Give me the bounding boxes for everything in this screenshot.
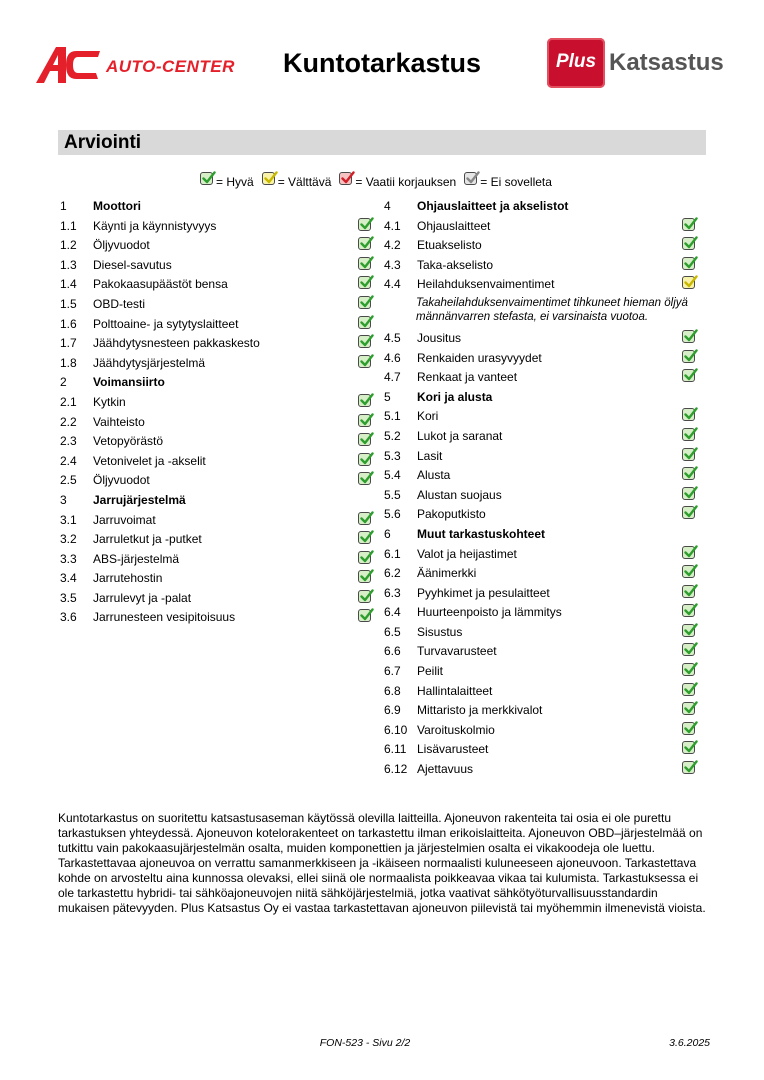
status-good-check-icon [358,453,371,466]
status-good-check-icon [358,335,371,348]
inspection-row [60,568,375,588]
inspection-row [384,641,699,661]
row-number: 4.2 [384,238,401,253]
status-good-check-icon [682,330,695,343]
row-number: 6.12 [384,762,408,777]
category-label: Ohjauslaitteet ja akselistot [417,199,569,213]
page-code: FON-523 - Sivu 2/2 [319,1037,411,1049]
legend-label: = Välttävä [277,174,332,189]
status-good-check-icon [682,506,695,519]
status-good-check-icon [682,683,695,696]
status-good-check-icon [682,624,695,637]
row-number: 4 [384,199,391,213]
row-number: 3.1 [60,512,77,527]
row-number: 6.4 [384,605,401,620]
inspection-row [384,328,699,348]
row-number: 2 [60,375,67,390]
item-label: Renkaiden urasyvyydet [417,350,542,365]
status-good-check-icon [682,408,695,421]
status-good-check-icon [358,414,371,427]
item-label: Varoituskolmio [417,722,495,737]
category-label: Voimansiirto [93,375,165,390]
row-number: 6.10 [384,722,408,737]
row-number: 6.3 [384,585,401,600]
item-label: Ohjauslaitteet [417,218,491,233]
inspection-row [60,353,375,373]
item-label: Vetopyörästö [93,434,164,449]
item-label: Lisävarusteet [417,742,489,757]
inspection-row [384,406,699,426]
plus-badge-text: Plus [555,51,597,72]
row-number: 2.5 [60,473,77,488]
row-number: 4.1 [384,218,401,233]
section-title: Arviointi [64,132,142,153]
category-row [384,387,699,407]
status-good-check-icon [682,487,695,500]
row-number: 1 [60,199,67,213]
status-good-check-icon [682,448,695,461]
item-label: Huurteenpoisto ja lämmitys [417,605,562,620]
inspection-row [384,465,699,485]
status-good-check-icon [682,702,695,715]
status-good-check-icon [358,257,371,270]
category-row [60,372,375,392]
status-warn-check-icon [682,276,695,289]
row-number: 4.5 [384,330,401,345]
item-label: Ajettavuus [417,762,474,777]
item-label: Öljyvuodot [93,473,150,488]
row-number: 1.3 [60,257,77,272]
legend-item-bad [339,172,464,189]
row-number: 6.2 [384,566,401,581]
page-header [0,0,764,110]
row-number: 4.7 [384,370,401,385]
row-number: 4.4 [384,277,401,292]
row-number: 6.1 [384,546,401,561]
status-good-check-icon [682,741,695,754]
row-number: 2.4 [60,453,77,468]
category-row [60,196,375,216]
inspection-row [60,255,375,275]
inspection-row [384,739,699,759]
item-label: Polttoaine- ja sytytyslaitteet [93,316,239,331]
row-number: 6.5 [384,624,401,639]
item-label: Alusta [417,468,451,483]
item-label: Mittaristo ja merkkivalot [417,703,543,718]
inspection-row [384,622,699,642]
row-number: 6.7 [384,664,401,679]
section-header [58,130,706,155]
legend-label: = Vaatii korjauksen [355,174,457,189]
katsastus-logo-text: Katsastus [609,49,724,76]
row-number: 1.5 [60,296,77,311]
status-good-check-icon [358,433,371,446]
status-good-check-icon [358,355,371,368]
row-number: 3.3 [60,551,77,566]
right-column [384,196,699,779]
inspection-row [384,602,699,622]
row-number: 5.2 [384,428,401,443]
status-good-check-icon [682,585,695,598]
row-number: 1.8 [60,355,77,370]
row-number: 3.6 [60,610,77,625]
row-number: 4.3 [384,257,401,272]
status-good-check-icon [682,546,695,559]
inspection-row [384,348,699,368]
row-number: 3.5 [60,590,77,605]
item-label: ABS-järjestelmä [93,551,180,566]
document-title: Kuntotarkastus [282,48,482,78]
inspection-row [384,563,699,583]
inspection-row [60,510,375,530]
inspection-row [60,529,375,549]
status-good-check-icon [358,296,371,309]
item-label: Jarruvoimat [93,512,156,527]
status-good-check-icon [682,350,695,363]
row-number: 5 [384,389,391,404]
status-good-check-icon [358,237,371,250]
item-label: Jousitus [417,330,462,345]
status-good-check-icon [358,218,371,231]
status-good-check-icon [358,394,371,407]
auto-center-logo-text: AUTO-CENTER [106,57,235,76]
row-number: 5.5 [384,487,401,502]
item-label: Valot ja heijastimet [417,546,517,561]
inspection-row [384,235,699,255]
status-good-check-icon [358,472,371,485]
row-number: 5.4 [384,468,401,483]
item-label: OBD-testi [93,296,146,311]
inspection-row [60,314,375,334]
inspection-row [60,392,375,412]
row-number: 3 [60,492,67,507]
item-label: Diesel-savutus [93,257,172,272]
inspection-row [60,451,375,471]
auto-center-logo-mark [36,45,102,85]
inspection-row [384,367,699,387]
inspection-row [60,607,375,627]
inspection-row [60,216,375,236]
inspection-row [60,235,375,255]
row-number: 4.6 [384,350,401,365]
item-label: Öljyvuodot [93,238,150,253]
inspection-row [60,274,375,294]
status-legend [200,172,620,190]
legend-label: = Hyvä [216,174,254,189]
page-date: 3.6.2025 [669,1037,710,1049]
left-column [60,196,375,627]
item-label: Lukot ja saranat [417,428,503,443]
row-number: 3.2 [60,532,77,547]
inspection-row [384,255,699,275]
item-label: Renkaat ja vanteet [417,370,518,385]
legend-bad-check-icon [339,172,352,185]
inspection-row [60,588,375,608]
item-label: Sisustus [417,624,463,639]
row-number: 2.1 [60,394,77,409]
status-good-check-icon [682,604,695,617]
inspection-row [384,720,699,740]
row-number: 6.11 [384,742,407,757]
legend-item-na [464,172,560,189]
disclaimer-text: Kuntotarkastus on suoritettu katsastusaseman käytössä olevilla laitteilla. Ajoneuvon rakenteita tai osia ei ole purettu tarkastuksen yhteydessä. Ajoneuvon kotelorakenteet on tarkastettu ilman erikoislaitteita. Ajoneuvon OBD–järjestelmää on tutkittu vain pakokaasujärjestelmän osalta, muiden komponettien ja järjestelmien osalta ei vikakoodeja ole luettu. Tarkastettavaa ajoneuvoa on verrattu samanmerkkiseen ja -ikäiseen normaalisti kuluneeseen ajoneuvoon. Tarkastettava kohde on arvosteltu aina kunnossa olevaksi, ellei siinä ole normaalista poikkeavaa vikaa tai kulumista. Tarkastuksessa ei ole tarkastettu hybridi- tai sähköajoneuvojen niitä sähköjärjestelmiä, jotka vaativat sähkötyöturvallisuusstandardin mukaisen pätevyyden. Plus Katsastus Oy ei vastaa tarkastettavan ajoneuvon piilevistä tai myöhemmin ilmenevistä vioista. [58,811,706,915]
legend-label: = Ei sovelleta [480,174,552,189]
row-number: 3.4 [60,571,77,586]
row-number: 6.9 [384,703,401,718]
category-label: Muut tarkastuskohteet [417,526,546,541]
item-label: Pyyhkimet ja pesulaitteet [417,585,550,600]
status-good-check-icon [682,565,695,578]
status-good-check-icon [358,609,371,622]
inspection-note: Takaheilahduksenvaimentimet tihkuneet hieman öljyä männänvarren stefasta, ei varsinaista vuotoa. [416,296,688,324]
row-number: 5.1 [384,409,401,424]
item-label: Kori [417,409,439,424]
inspection-row [384,583,699,603]
inspection-row [384,661,699,681]
auto-center-logo [36,45,235,85]
row-number: 1.6 [60,316,77,331]
category-row [60,490,375,510]
status-good-check-icon [682,218,695,231]
legend-warn-check-icon [262,172,275,185]
row-number: 1.1 [60,218,77,233]
item-label: Jarrulevyt ja -palat [93,590,192,605]
status-good-check-icon [358,276,371,289]
row-number: 1.4 [60,277,77,292]
inspection-row [60,549,375,569]
item-label: Peilit [417,664,444,679]
status-good-check-icon [358,551,371,564]
inspection-row [384,700,699,720]
status-good-check-icon [682,643,695,656]
row-number: 6 [384,526,391,541]
legend-item-warn [262,172,340,189]
row-number: 5.6 [384,507,401,522]
item-label: Äänimerkki [417,566,477,581]
status-good-check-icon [682,761,695,774]
status-good-check-icon [682,237,695,250]
status-good-check-icon [358,590,371,603]
inspection-row [384,446,699,466]
plus-badge [547,38,605,88]
row-number: 5.3 [384,448,401,463]
inspection-row [60,294,375,314]
category-row [384,524,699,544]
row-number: 2.3 [60,434,77,449]
item-label: Jarruletkut ja -putket [93,532,202,547]
inspection-row [384,681,699,701]
row-number: 1.7 [60,336,77,351]
item-label: Etuakselisto [417,238,482,253]
row-number: 6.8 [384,683,401,698]
inspection-row [384,274,699,294]
inspection-row [384,216,699,236]
plus-katsastus-logo [547,38,729,88]
row-number: 1.2 [60,238,77,253]
inspection-row [60,470,375,490]
item-label: Vaihteisto [93,414,145,429]
item-label: Hallintalaitteet [417,683,493,698]
category-label: Moottori [93,199,141,213]
item-label: Turvavarusteet [417,644,497,659]
inspection-row [384,504,699,524]
inspection-row [60,431,375,451]
inspection-row [384,759,699,779]
item-label: Taka-akselisto [417,257,494,272]
item-label: Lasit [417,448,443,463]
item-label: Jäähdytysjärjestelmä [93,355,206,370]
inspection-row [384,544,699,564]
status-good-check-icon [682,369,695,382]
row-number: 6.6 [384,644,401,659]
item-label: Pakoputkisto [417,507,486,522]
item-label: Heilahduksenvaimentimet [417,277,555,292]
status-good-check-icon [682,467,695,480]
status-good-check-icon [682,722,695,735]
status-good-check-icon [358,570,371,583]
item-label: Jarrunesteen vesipitoisuus [93,610,236,625]
status-good-check-icon [358,316,371,329]
item-label: Jarrutehostin [93,571,163,586]
status-good-check-icon [682,663,695,676]
status-good-check-icon [358,512,371,525]
inspection-row [60,412,375,432]
inspection-row [384,485,699,505]
inspection-row [384,426,699,446]
status-good-check-icon [682,428,695,441]
legend-item-good [200,172,262,189]
legend-na-check-icon [464,172,477,185]
item-label: Jäähdytysnesteen pakkaskesto [93,336,260,351]
category-row [384,196,699,216]
category-label: Kori ja alusta [417,389,493,404]
item-label: Vetonivelet ja -akselit [93,453,206,468]
status-good-check-icon [682,257,695,270]
legend-good-check-icon [200,172,213,185]
item-label: Alustan suojaus [417,487,502,502]
status-good-check-icon [358,531,371,544]
item-label: Kytkin [93,394,126,409]
item-label: Käynti ja käynnistyvyys [93,218,217,233]
inspection-row [60,333,375,353]
row-number: 2.2 [60,414,77,429]
item-label: Pakokaasupäästöt bensa [93,277,228,292]
category-label: Jarrujärjestelmä [93,492,186,507]
